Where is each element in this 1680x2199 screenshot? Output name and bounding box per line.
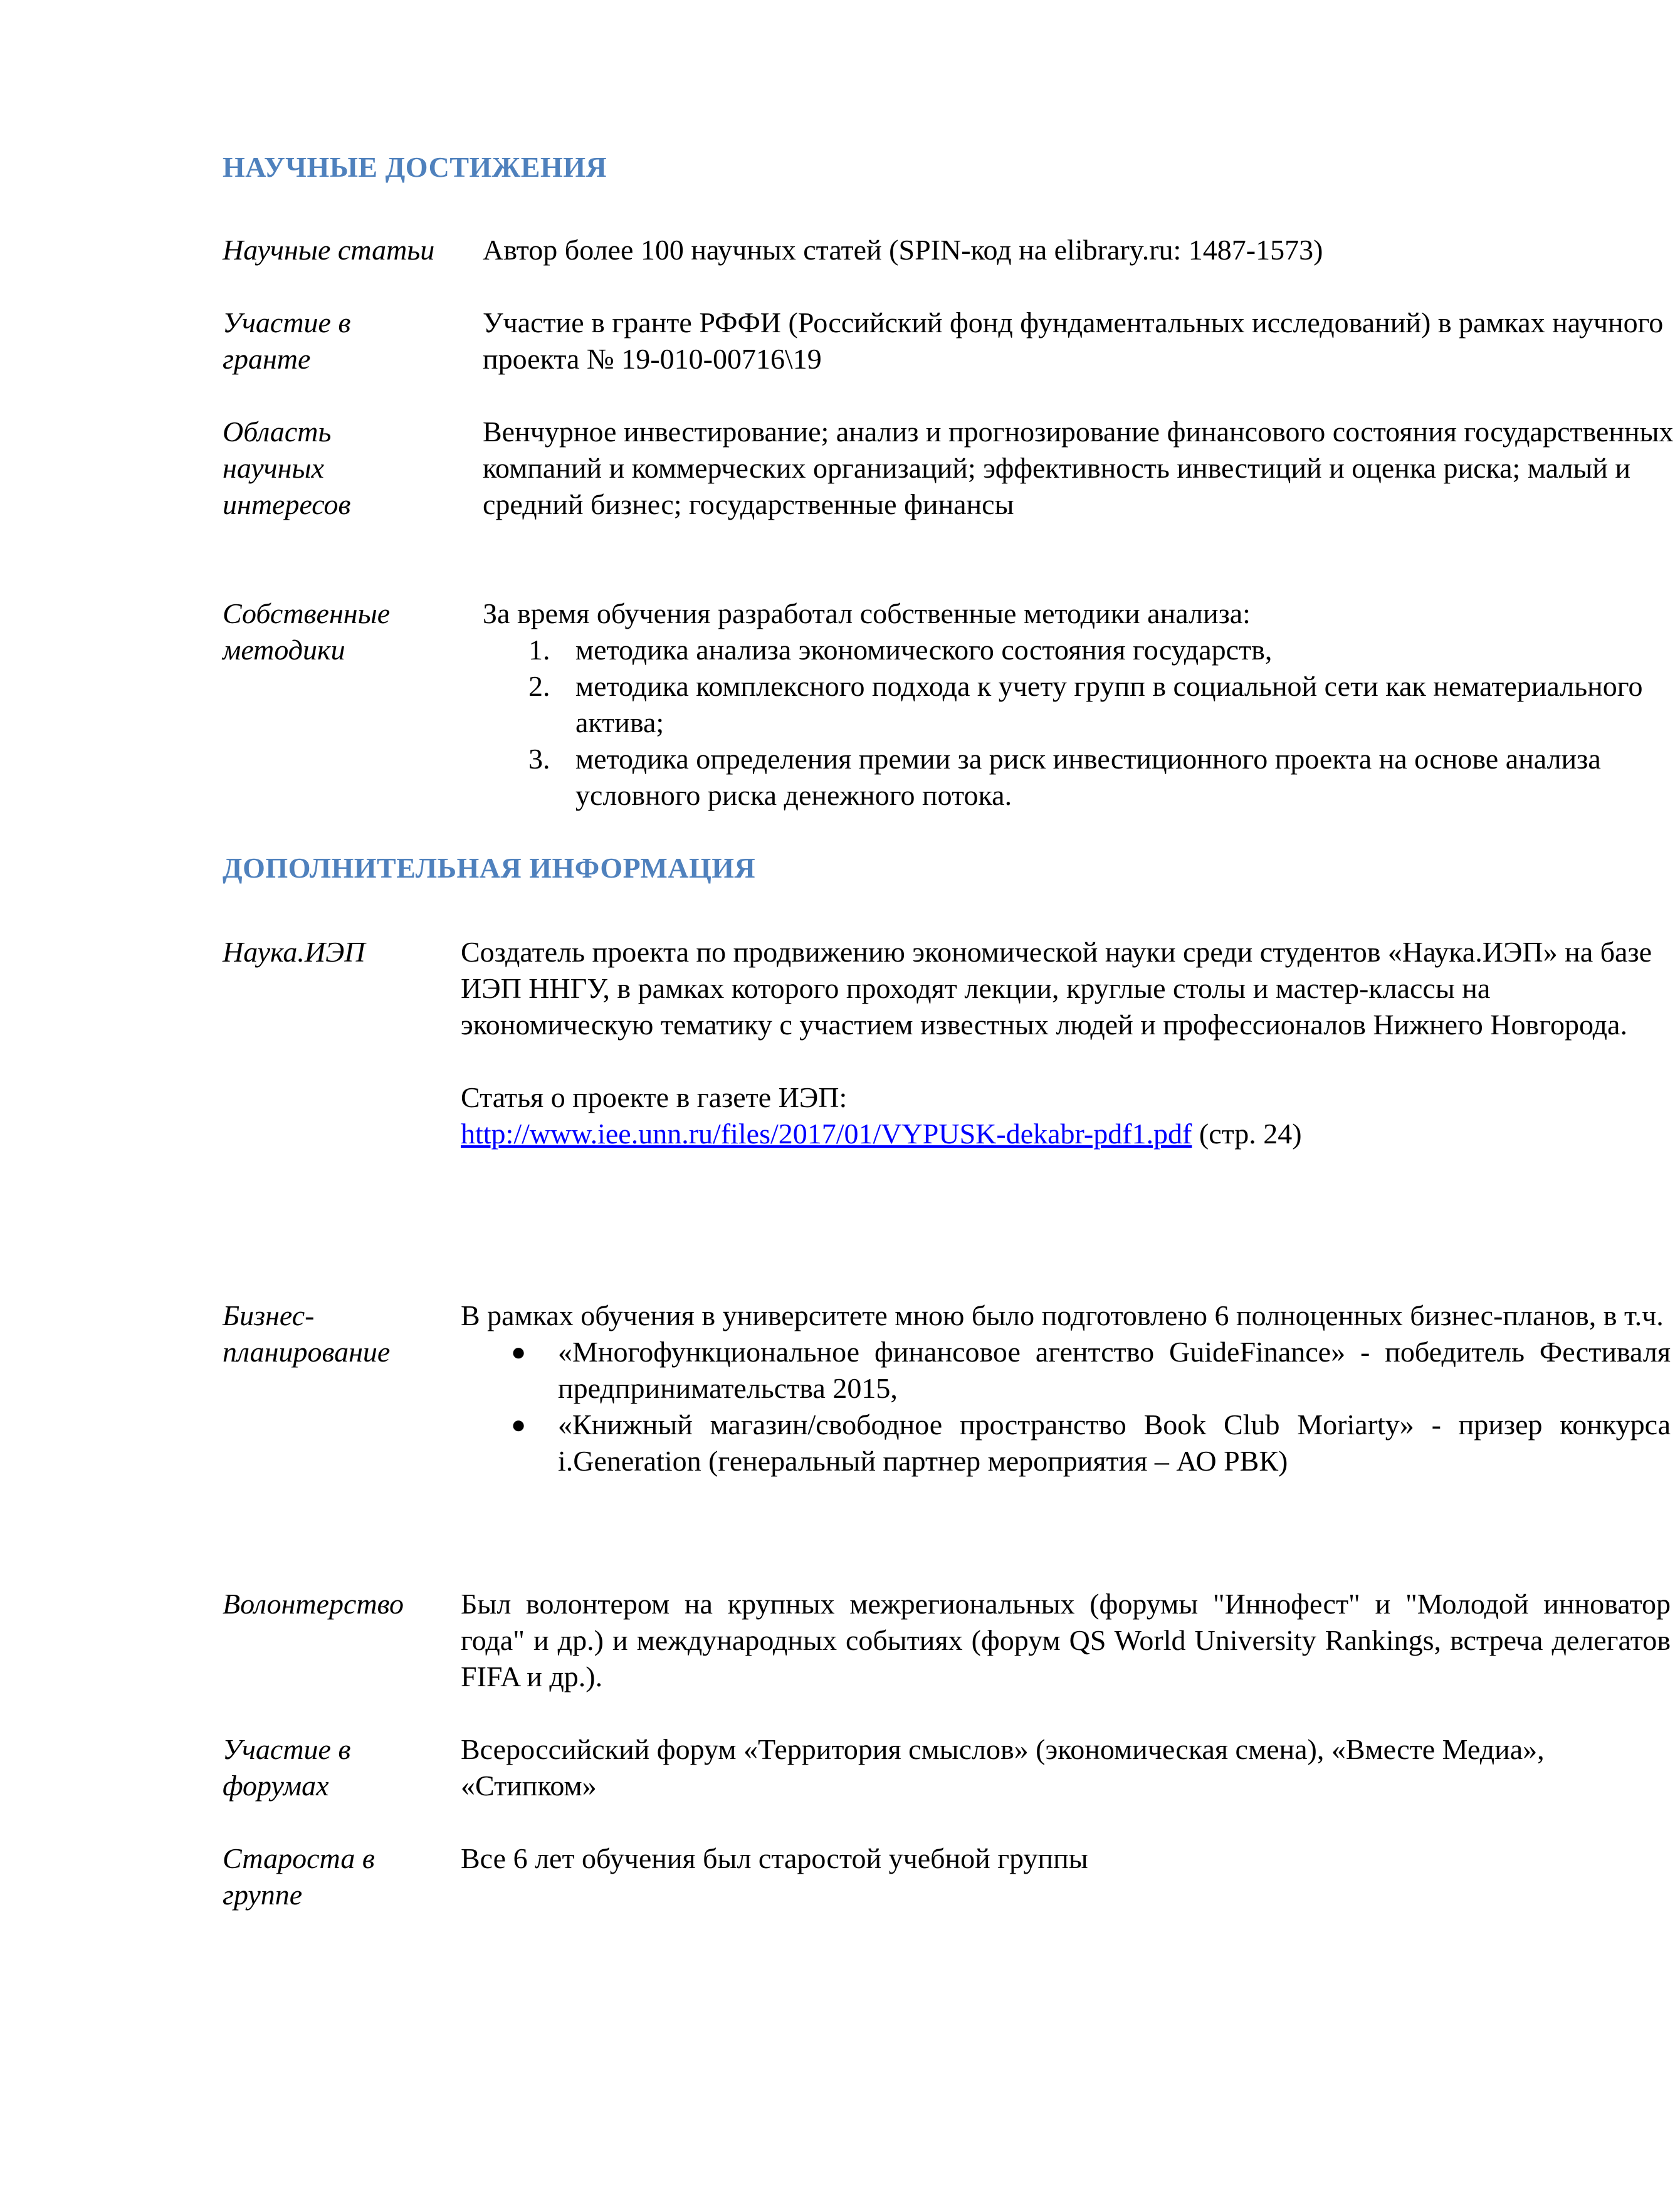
list-item: ● «Книжный магазин/свободное пространство Book Club Moriarty» - призер конкурса i.Generation (генеральный партнер мероприятия – АО РВК) [461,1407,1671,1479]
row-content: Был волонтером на крупных межрегиональных (форумы "Иннофест" и "Молодой инноватор года" и др.) и международных событиях (форум QS World University Rankings, встреча делегатов FIFA и др.). [461,1588,1671,1693]
business-plans-list [461,1334,1671,1479]
row-label: Участие в форумах [223,1733,351,1802]
row-label: Научные статьи [223,234,435,266]
row-content: Венчурное инвестирование; анализ и прогнозирование финансового состояния государственных компаний и коммерческих организаций; эффективность инвестиций и оценка риска; малый и средний бизнес; государственные финансы [483,416,1674,520]
row-content: Создатель проекта по продвижению экономической науки среди студентов «Наука.ИЭП» на базе ИЭП ННГУ, в рамках которого проходят лекции, круглые столы и мастер-классы на экономическую тематику с участием известных людей и профессионалов Нижнего Новгорода. Статья о проекте в газете ИЭП: http://www.iee.unn.ru/files/2017/01/VYPUSK-dekabr-pdf1.pdf (стр. 24) [461,936,1652,1150]
list-item: 3. методика определения премии за риск инвестиционного проекта на основе анализа условного риска денежного потока. [528,743,1601,811]
row-label: Область научных интересов [223,416,351,520]
list-item: 2. методика комплексного подхода к учету групп в социальной сети как нематериального актива; [528,670,1643,738]
article-link[interactable]: http://www.iee.unn.ru/files/2017/01/VYPUSK-dekabr-pdf1.pdf [461,1118,1192,1150]
row-content: Участие в гранте РФФИ (Российский фонд фундаментальных исследований) в рамках научного проекта № 19-010-00716\19 [483,307,1664,375]
row-label: Участие в гранте [223,307,351,375]
row-label: Староста в группе [223,1842,375,1911]
row-content: За время обучения разработал собственные методики анализа: 1. методика анализа экономического состояния государств, 2. методика комплексного подхода к учету групп в социальной сети как нематериального актива; 3. методика определения премии за риск инвестиционного проекта на основе анализа условного риска денежного потока. [483,596,1680,814]
row-content: Все 6 лет обучения был старостой учебной группы [461,1842,1088,1874]
row-label: Волонтерство [223,1588,404,1620]
row-content: Всероссийский форум «Территория смыслов» (экономическая смена), «Вместе Медиа», «Стипком» [461,1733,1545,1802]
row-label: Наука.ИЭП [223,936,365,968]
row-content: В рамках обучения в университете мною было подготовлено 6 полноценных бизнес-планов, в т.ч. ● «Многофункциональное финансовое агентство GuideFinance» - победитель Фестиваля предпринимательства 2015, ● «Книжный магазин/свободное пространство Book Club Moriarty» - призер конкурса i.Generation (генеральный партнер мероприятия – АО РВК) [461,1298,1671,1479]
row-label: Бизнес- планирование [223,1299,391,1368]
methods-list [483,632,1680,814]
section-heading-scientific-achievements: НАУЧНЫЕ ДОСТИЖЕНИЯ [223,151,607,183]
bullet-icon: ● [511,1338,527,1366]
list-item: ● «Многофункциональное финансовое агентство GuideFinance» - победитель Фестиваля предпринимательства 2015, [461,1334,1671,1407]
section-heading-additional-info: ДОПОЛНИТЕЛЬНАЯ ИНФОРМАЦИЯ [223,852,756,884]
bullet-icon: ● [511,1410,527,1439]
row-content: Автор более 100 научных статей (SPIN-код на elibrary.ru: 1487-1573) [483,234,1323,266]
row-label: Собственные методики [223,597,391,666]
list-item: 1. методика анализа экономического состояния государств, [528,634,1273,666]
